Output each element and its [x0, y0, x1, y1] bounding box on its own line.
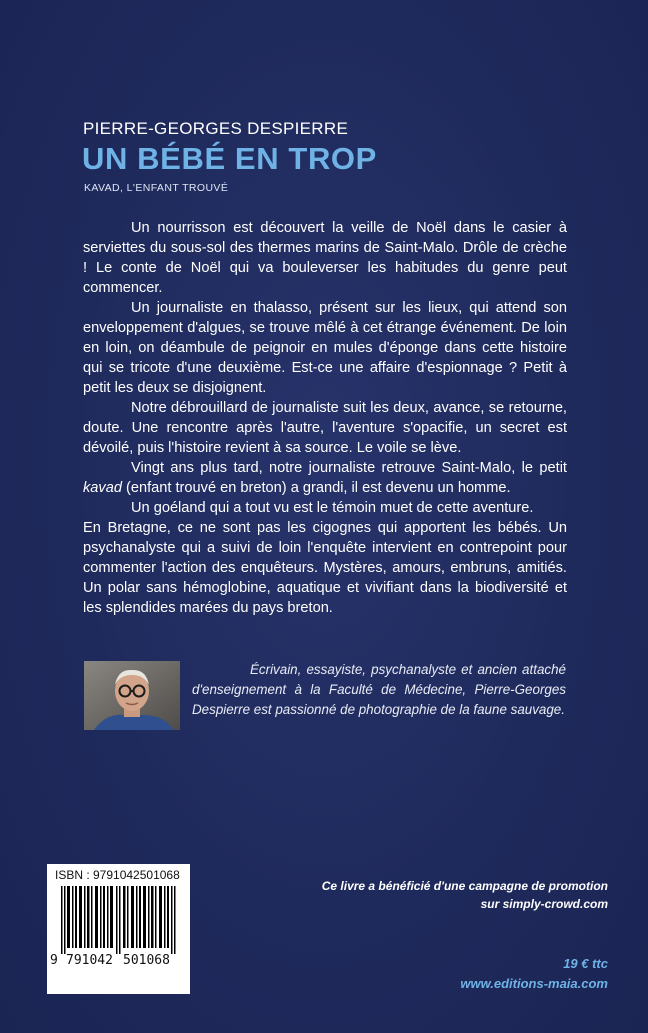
author-bio: Écrivain, essayiste, psychanalyste et ancien attaché d'enseignement à la Faculté de Médecine, Pierre-Georges Despierre est passionné de photographie de la faune sauvage. — [192, 662, 566, 717]
synopsis-paragraph: En Bretagne, ce ne sont pas les cigognes qui apportent les bébés. Un psychanalyste qui a suivi de loin l'enquête intervient en contrepoint pour commenter l'action des enquêteurs. Mystères, amours, embruns, amitiés. Un polar sans hémoglobine, aquatique et vivifiant dans la biodiversité et les splendides marées du pays breton. — [83, 520, 567, 616]
isbn-label: ISBN : 9791042501068 — [55, 868, 180, 882]
synopsis-paragraph — [83, 458, 567, 498]
book-title: UN BÉBÉ EN TROP — [82, 141, 377, 176]
publisher-website: www.editions-maia.com — [460, 976, 608, 991]
synopsis-text: Vingt ans plus tard, notre journaliste retrouve Saint-Malo, le petit — [131, 460, 567, 476]
synopsis-paragraph: Un journaliste en thalasso, présent sur les lieux, qui attend son enveloppement d'algues, se trouve mêlé à cet étrange événement. De loin en loin, on déambule de peignoir en mules d'éponge dans cette histoire qui se tricote d'une deuxième. Est-ce une affaire d'espionnage ? Petit à petit les deux se disjoignent. — [83, 300, 567, 396]
barcode-digits-right: 501068 — [123, 953, 170, 968]
author-name: PIERRE-GEORGES DESPIERRE — [83, 119, 349, 138]
synopsis — [83, 218, 567, 618]
book-subtitle: KAVAD, L'ENFANT TROUVÉ — [84, 182, 229, 194]
barcode-icon — [55, 886, 183, 954]
barcode-digits-left: 791042 — [66, 953, 113, 968]
synopsis-paragraph: Notre débrouillard de journaliste suit les deux, avance, se retourne, doute. Une rencontre après l'autre, l'aventure s'opacifie, un secret est dévoilé, puis l'histoire revient à sa source. Le voile se lève. — [83, 400, 567, 456]
promotion-line: sur simply-crowd.com — [480, 897, 608, 911]
promotion-note — [308, 877, 608, 913]
synopsis-text: (enfant trouvé en breton) a grandi, il est devenu un homme. — [121, 480, 511, 496]
price: 19 € ttc — [563, 956, 608, 971]
barcode-box — [47, 864, 190, 994]
author-photo — [84, 661, 180, 730]
promotion-line: Ce livre a bénéficié d'une campagne de promotion — [321, 879, 608, 893]
synopsis-paragraph: Un nourrisson est découvert la veille de Noël dans le casier à serviettes du sous-sol des thermes marins de Saint-Malo. Drôle de crèche ! Le conte de Noël qui va bouleverser les habitudes du genre peut commencer. — [83, 220, 567, 296]
synopsis-italic-word: kavad — [83, 480, 122, 496]
author-portrait-icon — [84, 661, 180, 730]
barcode-digit-first: 9 — [50, 953, 58, 968]
synopsis-paragraph: Un goéland qui a tout vu est le témoin muet de cette aventure. — [131, 500, 534, 516]
